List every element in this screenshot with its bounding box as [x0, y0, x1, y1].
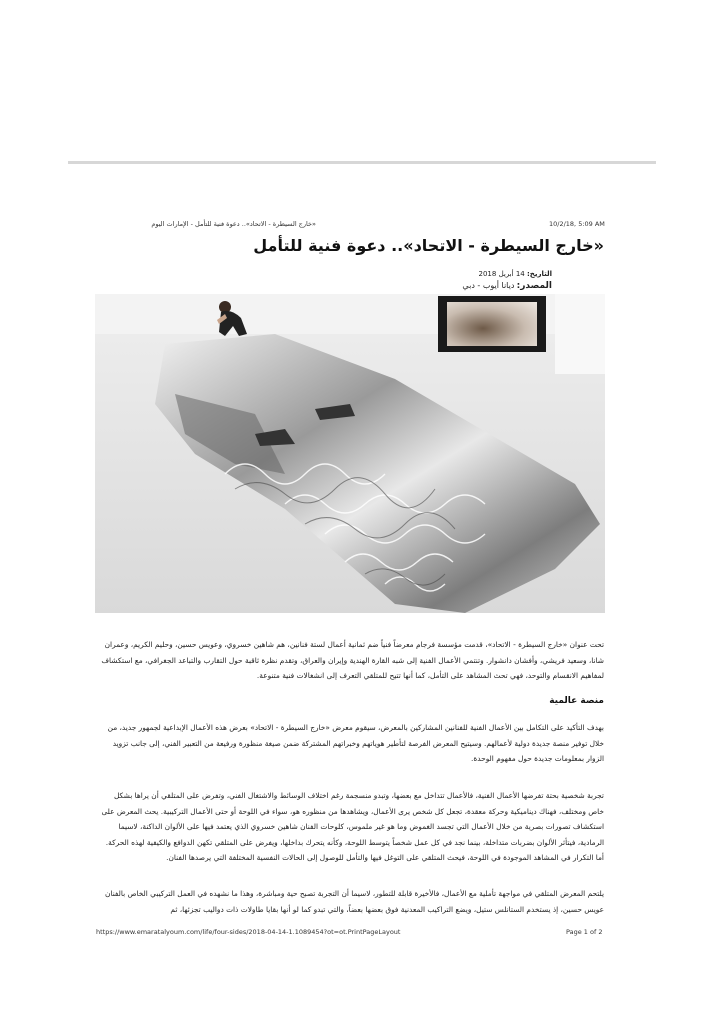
article-paragraph: يلتحم المعرض المتلقي في مواجهة تأملية مع الأعمال، فالأخيرة قابلة للتطور، لاسيما أن التجربة تصبح حية ومباشرة، وهذا ما نشهده في العمل التركيبي الخاص بالفنان عويس حسين، إذ يستخدم الستانلس ستيل، ويضع التراكيب المعدنية فوق بعضها بعضاً، والتي تبدو كما لو أنها بقايا طاولات ذات دواليب تجزئها، ثم	[105, 889, 604, 914]
article-paragraph: تجربة شخصية بحتة تفرضها الأعمال الفنية، فالأعمال تتداخل مع بعضها، وتبدو منسجمة رغم اختلاف الوسائط والاشتغال الفني، وتفرض على المتلقي أن يراها بشكل خاص ومختلف، فهناك ديناميكية وحركة معقدة، تجعل كل شخص يرى الأعمال، ويشاهدها من منظوره هو، سواء في اللوحة أو حتى الأعمال التركيبية. يحث المعرض على استكشاف تصورات بصرية من خلال الأعمال التي تجسد الغموض وما هو غير ملموس، كلوحات الفنان شاهين خسروي الذي يعتمد فيها على الألوان الداكنة، لاسيما الرمادية، فيتأثر الألوان بضربات متداخلة، بينما نجد في كل عمل شخصاً يتوسط اللوحة، وكأنه يتحرك بداخلها، ويفرض على المتلقي تكهن الدوافع والكيفية لهذه الحركة. أما التكرار في المشاهد الموجودة في اللوحة، فيحث المتلقي على التوغل فيها والتأمل للوصول إلى الحالات النفسية المختلفة التي يرصدها الفنان.	[101, 791, 604, 862]
top-divider	[68, 161, 656, 164]
photo-artist-figure	[213, 298, 253, 342]
article-date	[96, 270, 552, 278]
article-paragraph: بهدف التأكيد على التكامل بين الأعمال الفنية للفنانين المشاركين بالمعرض، سيقوم معرض «خارج السيطرة - الاتحاد» بعرض هذه الأعمال الإبداعية لجمهور جديد، من خلال توفير منصة جديدة دولية لأعمالهم. وسيتيح المعرض الفرصة لتأطير هوياتهم وخبراتهم المشتركة ضمن صيغة منظورة ورفيعة من التعبير الفني، إلى جانب تزويد الزوار بمعلومات جديدة حول مفهوم الوحدة.	[107, 723, 604, 763]
print-datetime: 10/2/18, 5:09 AM	[549, 220, 605, 228]
photo-steel-sculpture	[135, 334, 605, 613]
footer-url: https://www.emaratalyoum.com/life/four-sides/2018-04-14-1.1089454?ot=ot.PrintPageLayout	[96, 928, 401, 936]
article-title: «خارج السيطرة - الاتحاد».. دعوة فنية للتأمل	[253, 236, 604, 255]
footer-page-number: Page 1 of 2	[566, 928, 603, 936]
article-paragraph: تحت عنوان «خارج السيطرة - الاتحاد»، قدمت مؤسسة فرجام معرضاً فنياً ضم ثمانية أعمال لستة فنانين، هم شاهين خسروي، وعويس حسين، وحليم الكريم، وعمران شانا، وسعيد فريشي، وأفشان دانشوار. وتنتمي الأعمال الفنية إلى شبه القارة الهندية وإيران والعراق، وتقدم نظرة ثاقبة حول التقارب والتباعد الجغرافي، مع استكشاف لمفاهيم الانقسام والتوحد، فهي تحث المشاهد على التأمل، كما أنها تتيح للمتلقي التعرف إلى انشغالات فنية متنوعة.	[101, 640, 604, 680]
date-value: 14 أبريل 2018	[478, 270, 525, 278]
source-value: ديانا أيوب - دبي	[462, 281, 515, 290]
source-label: المصدر:	[516, 281, 552, 291]
date-label: التاريخ:	[526, 270, 552, 278]
article-source	[96, 281, 552, 291]
article-subheading: منصة عالمية	[549, 696, 604, 706]
print-page-title: «خارج السيطرة - الاتحاد».. دعوة فنية للتأمل - الإمارات اليوم	[151, 220, 316, 228]
article-photo	[95, 294, 605, 613]
